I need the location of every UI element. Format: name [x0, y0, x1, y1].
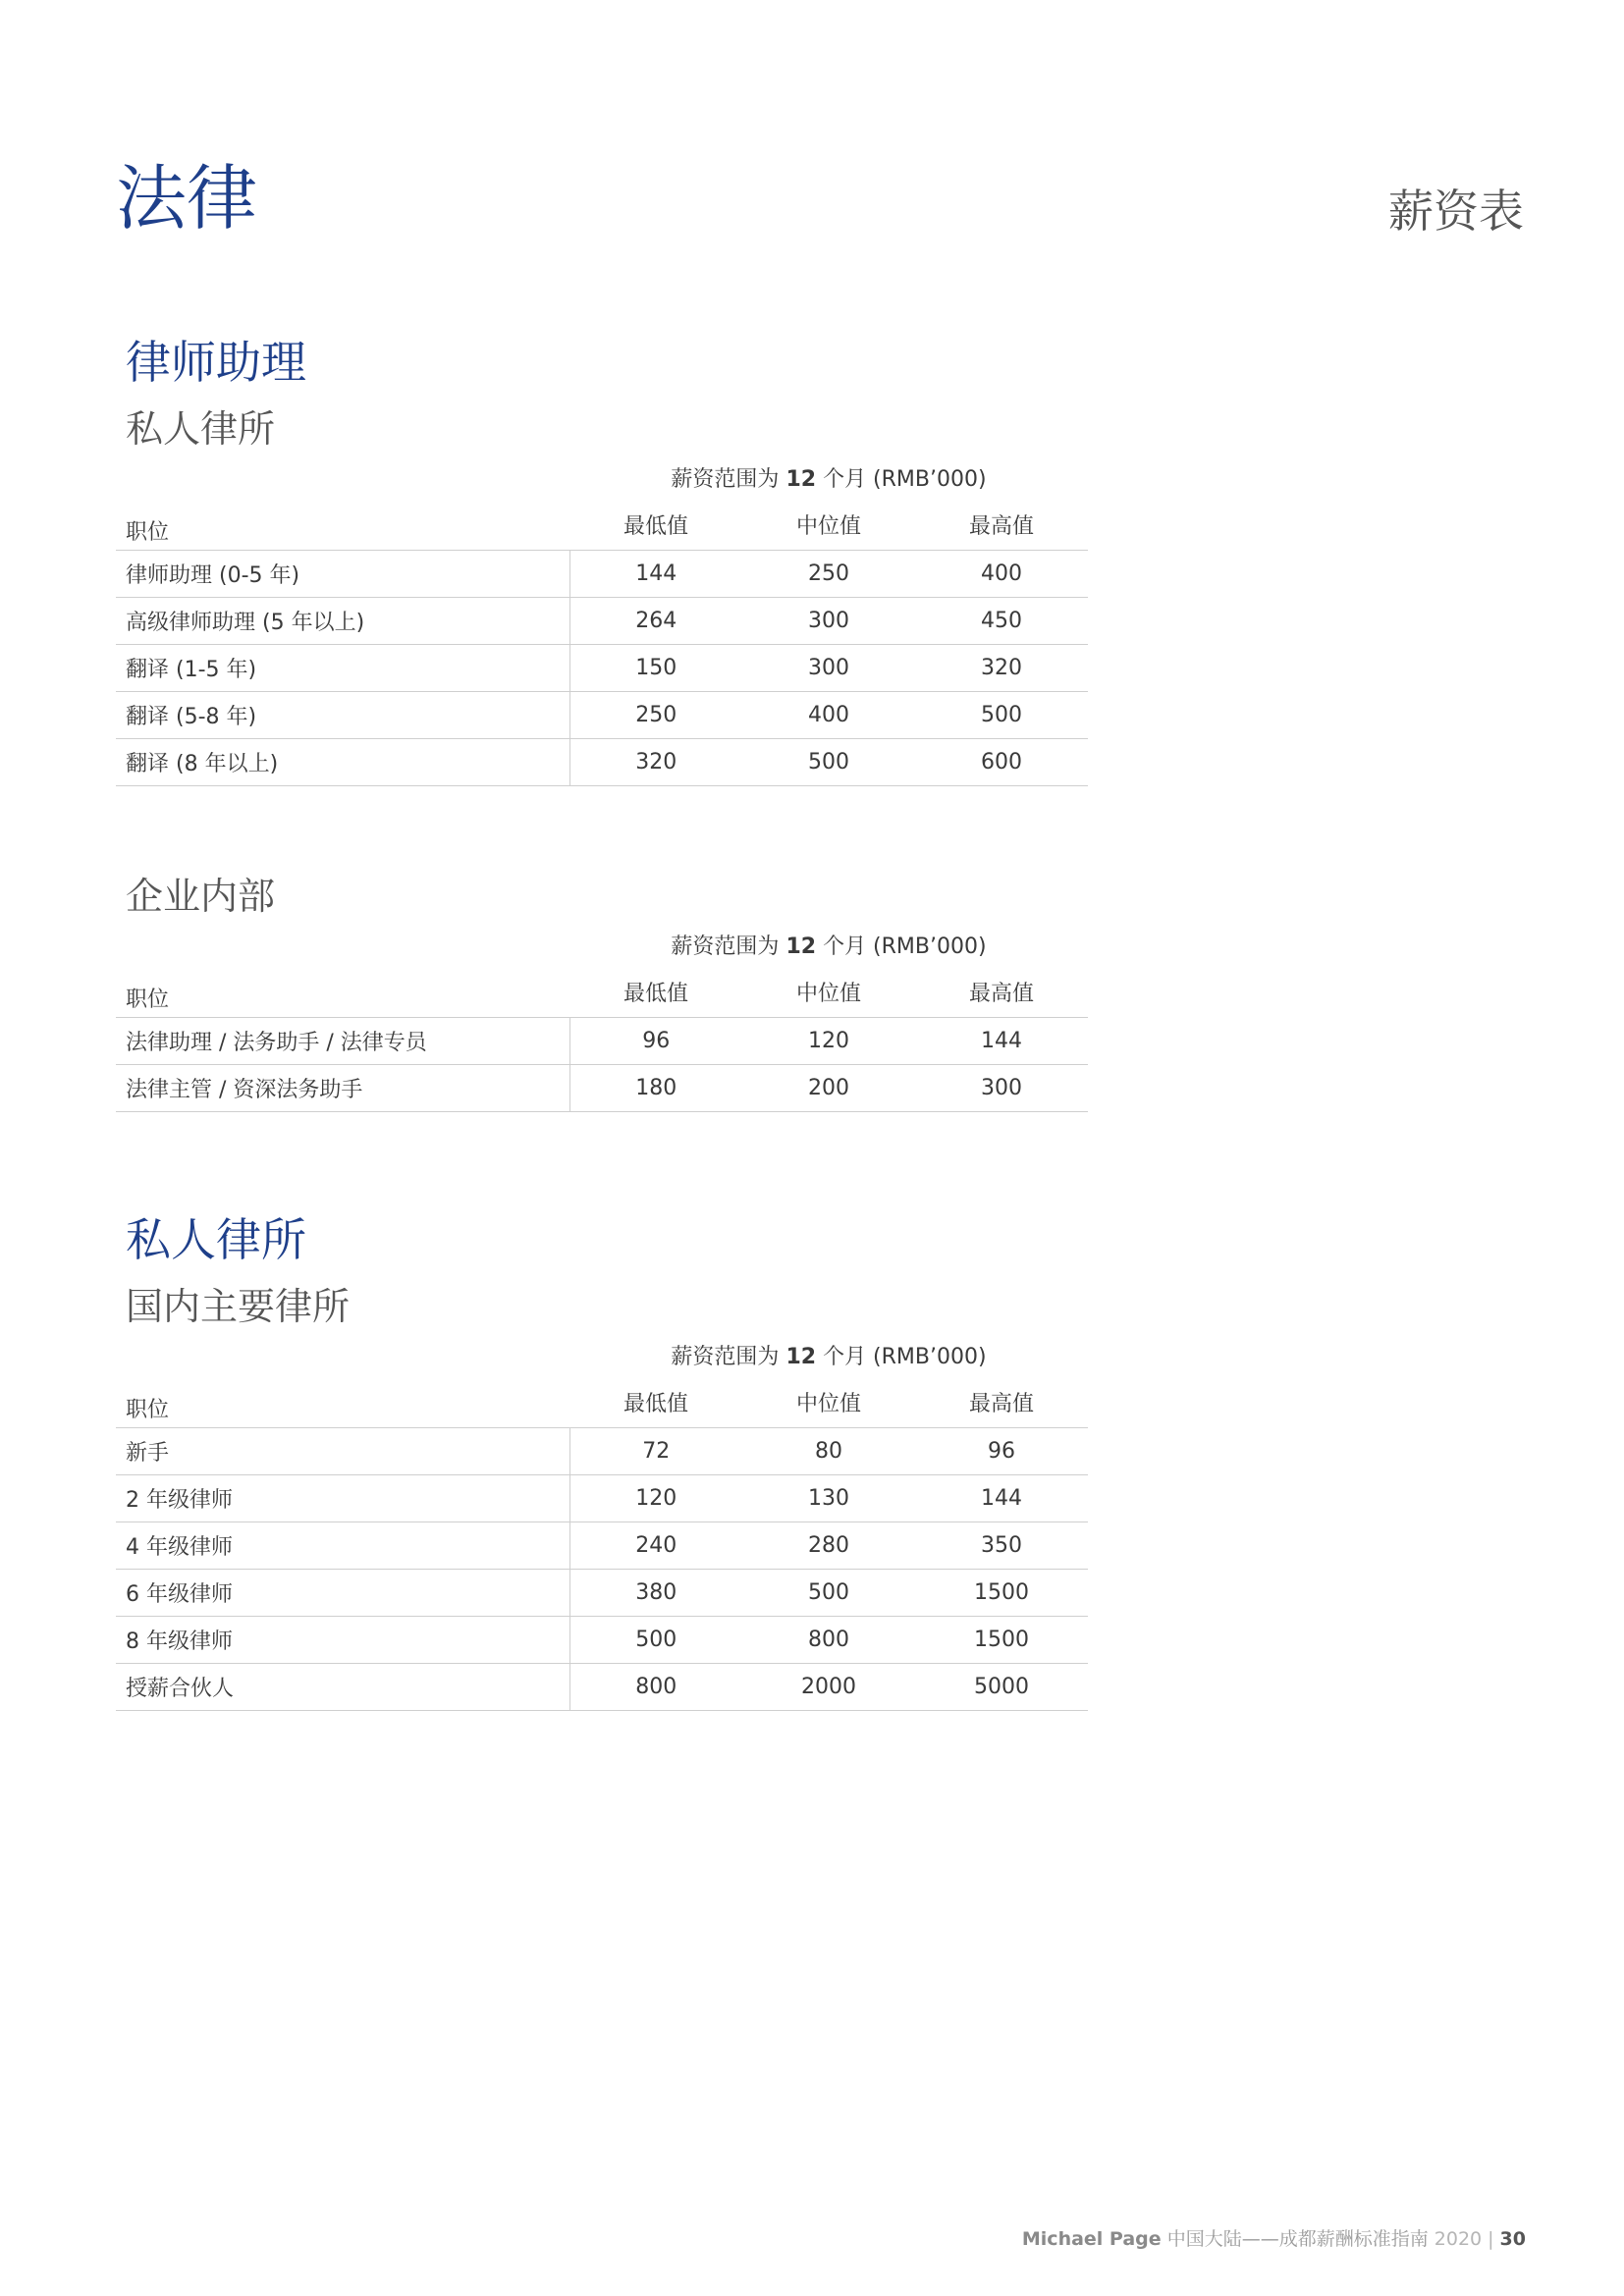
- footer-separator: |: [1488, 2228, 1494, 2250]
- min-cell: 120: [569, 1475, 742, 1522]
- role-cell: 翻译 (5-8 年): [116, 692, 569, 739]
- sub-heading: 私人律所: [126, 407, 276, 451]
- max-cell: 96: [915, 1428, 1088, 1475]
- table-caption-row: [116, 923, 1088, 966]
- max-cell: 300: [915, 1065, 1088, 1112]
- table-row: [116, 1570, 1088, 1617]
- median-cell: 80: [742, 1428, 915, 1475]
- salary-range-caption: 薪资范围为 12 个月 (RMB’000): [671, 934, 987, 959]
- median-cell: 500: [742, 739, 915, 786]
- footer-year: 2020: [1434, 2228, 1483, 2250]
- table-row: [116, 1617, 1088, 1664]
- table-row: [116, 551, 1088, 598]
- median-cell: 800: [742, 1617, 915, 1664]
- max-cell: 500: [915, 692, 1088, 739]
- table-row: [116, 692, 1088, 739]
- table-header-row: [116, 499, 1088, 551]
- max-cell: 1500: [915, 1617, 1088, 1664]
- column-header-median: 中位值: [742, 1376, 915, 1428]
- min-cell: 72: [569, 1428, 742, 1475]
- table-row: [116, 645, 1088, 692]
- min-cell: 380: [569, 1570, 742, 1617]
- column-header-role: 职位: [116, 499, 569, 551]
- section-heading: 私人律所: [126, 1213, 306, 1266]
- table-row: [116, 598, 1088, 645]
- footer-title: 中国大陆——成都薪酬标准指南: [1166, 2228, 1429, 2250]
- median-cell: 280: [742, 1522, 915, 1570]
- table-row: [116, 739, 1088, 786]
- column-header-max: 最高值: [915, 1376, 1088, 1428]
- role-cell: 6 年级律师: [116, 1570, 569, 1617]
- role-cell: 法律主管 / 资深法务助手: [116, 1065, 569, 1112]
- median-cell: 2000: [742, 1664, 915, 1711]
- table-row: [116, 1664, 1088, 1711]
- max-cell: 450: [915, 598, 1088, 645]
- median-cell: 300: [742, 645, 915, 692]
- role-cell: 授薪合伙人: [116, 1664, 569, 1711]
- column-header-max: 最高值: [915, 966, 1088, 1018]
- sub-heading: 国内主要律所: [126, 1285, 351, 1328]
- salary-table: [116, 455, 1088, 786]
- min-cell: 180: [569, 1065, 742, 1112]
- column-header-median: 中位值: [742, 499, 915, 551]
- median-cell: 500: [742, 1570, 915, 1617]
- salary-range-caption: 薪资范围为 12 个月 (RMB’000): [671, 1344, 987, 1369]
- max-cell: 350: [915, 1522, 1088, 1570]
- table-header-row: [116, 1376, 1088, 1428]
- max-cell: 320: [915, 645, 1088, 692]
- column-header-median: 中位值: [742, 966, 915, 1018]
- min-cell: 150: [569, 645, 742, 692]
- section-heading: 律师助理: [126, 336, 306, 389]
- median-cell: 200: [742, 1065, 915, 1112]
- min-cell: 96: [569, 1018, 742, 1065]
- page-tag: 薪资表: [1388, 185, 1524, 238]
- max-cell: 1500: [915, 1570, 1088, 1617]
- max-cell: 144: [915, 1018, 1088, 1065]
- column-header-role: 职位: [116, 966, 569, 1018]
- role-cell: 翻译 (8 年以上): [116, 739, 569, 786]
- sub-heading: 企业内部: [126, 875, 276, 918]
- page-footer: [1022, 2224, 1526, 2251]
- page-title: 法律: [116, 157, 258, 240]
- table-row: [116, 1475, 1088, 1522]
- column-header-min: 最低值: [569, 1376, 742, 1428]
- role-cell: 新手: [116, 1428, 569, 1475]
- column-header-min: 最低值: [569, 499, 742, 551]
- role-cell: 翻译 (1-5 年): [116, 645, 569, 692]
- min-cell: 320: [569, 739, 742, 786]
- median-cell: 300: [742, 598, 915, 645]
- salary-table: [116, 1333, 1088, 1711]
- min-cell: 264: [569, 598, 742, 645]
- role-cell: 2 年级律师: [116, 1475, 569, 1522]
- table-row: [116, 1018, 1088, 1065]
- median-cell: 250: [742, 551, 915, 598]
- role-cell: 4 年级律师: [116, 1522, 569, 1570]
- min-cell: 500: [569, 1617, 742, 1664]
- role-cell: 8 年级律师: [116, 1617, 569, 1664]
- salary-table: [116, 923, 1088, 1112]
- median-cell: 400: [742, 692, 915, 739]
- max-cell: 5000: [915, 1664, 1088, 1711]
- salary-range-caption: 薪资范围为 12 个月 (RMB’000): [671, 466, 987, 492]
- table-header-row: [116, 966, 1088, 1018]
- footer-brand: Michael Page: [1021, 2228, 1162, 2250]
- max-cell: 400: [915, 551, 1088, 598]
- table-row: [116, 1065, 1088, 1112]
- role-cell: 高级律师助理 (5 年以上): [116, 598, 569, 645]
- median-cell: 130: [742, 1475, 915, 1522]
- table-row: [116, 1428, 1088, 1475]
- min-cell: 144: [569, 551, 742, 598]
- role-cell: 法律助理 / 法务助手 / 法律专员: [116, 1018, 569, 1065]
- table-caption-row: [116, 455, 1088, 499]
- column-header-role: 职位: [116, 1376, 569, 1428]
- min-cell: 800: [569, 1664, 742, 1711]
- table-row: [116, 1522, 1088, 1570]
- page-number: 30: [1499, 2228, 1526, 2250]
- min-cell: 250: [569, 692, 742, 739]
- table-caption-row: [116, 1333, 1088, 1376]
- min-cell: 240: [569, 1522, 742, 1570]
- max-cell: 144: [915, 1475, 1088, 1522]
- median-cell: 120: [742, 1018, 915, 1065]
- column-header-min: 最低值: [569, 966, 742, 1018]
- role-cell: 律师助理 (0-5 年): [116, 551, 569, 598]
- column-header-max: 最高值: [915, 499, 1088, 551]
- max-cell: 600: [915, 739, 1088, 786]
